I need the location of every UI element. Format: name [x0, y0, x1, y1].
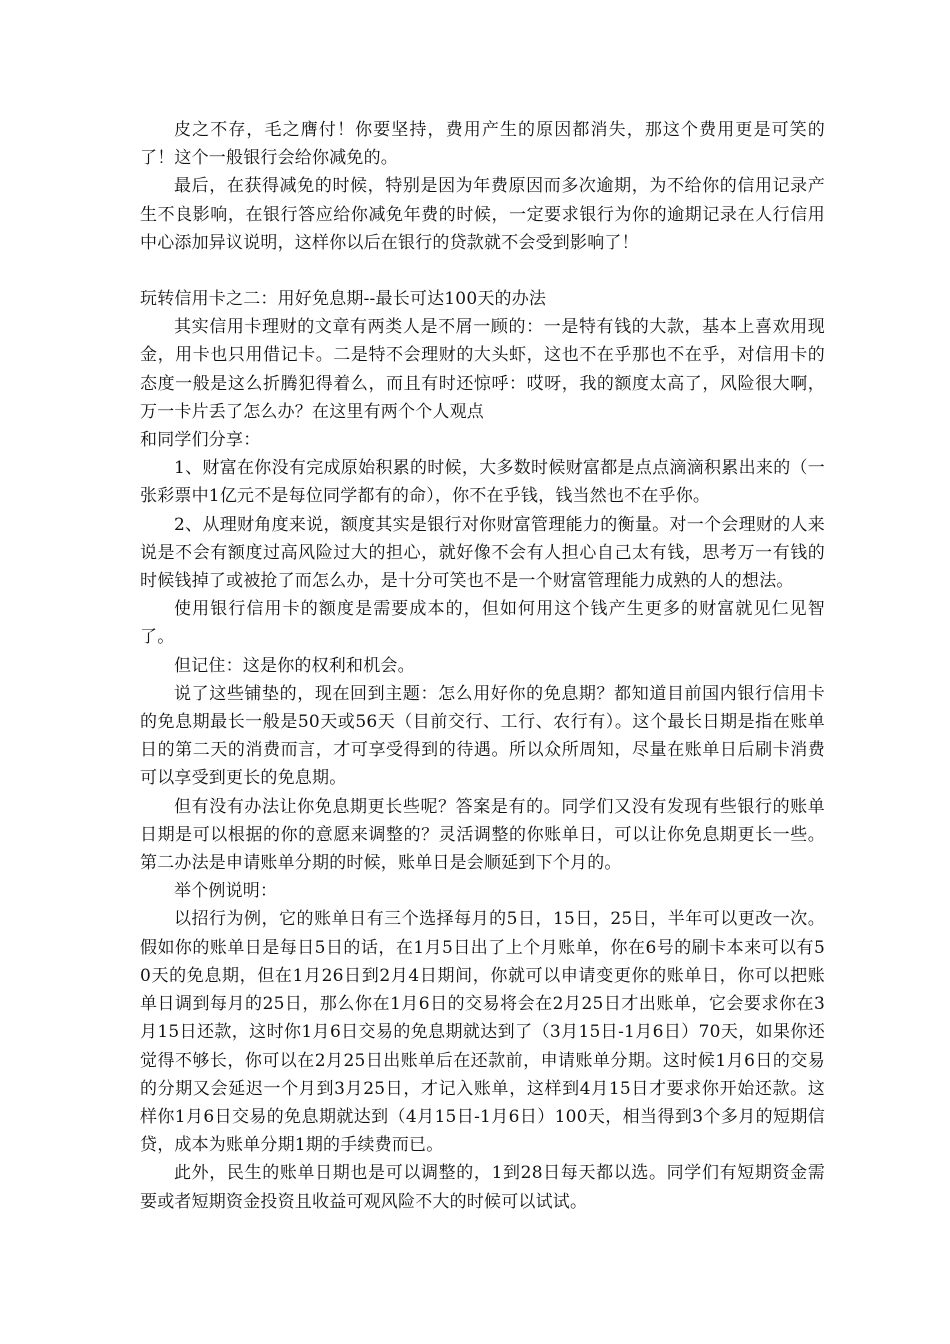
- paragraph: 此外，民生的账单日期也是可以调整的，1到28日每天都以选。同学们有短期资金需要或者短期资金投资且收益可观风险不大的时候可以试试。: [140, 1163, 825, 1212]
- paragraph: 最后，在获得减免的时候，特别是因为年费原因而多次逾期，为不给你的信用记录产生不良影响，在银行答应给你减免年费的时候，一定要求银行为你的逾期记录在人行信用中心添加异议说明，这样你以后在银行的贷款就不会受到影响了！: [140, 176, 825, 253]
- paragraph: 其实信用卡理财的文章有两类人是不屑一顾的：一是特有钱的大款，基本上喜欢用现金，用卡也只用借记卡。二是特不会理财的大头虾，这也不在乎那也不在乎，对信用卡的态度一般是这么折腾犯得着么，而且有时还惊呼：哎呀，我的额度太高了，风险很大啊，万一卡片丢了怎么办？在这里有两个个人观点: [140, 317, 825, 422]
- paragraph: 举个例说明：: [174, 881, 278, 902]
- paragraph: 1、财富在你没有完成原始积累的时候，大多数时候财富都是点点滴滴积累出来的（一张彩票中1亿元不是每位同学都有的命），你不在乎钱，钱当然也不在乎你。: [140, 458, 825, 507]
- blank-line: [140, 257, 825, 285]
- paragraph: 以招行为例，它的账单日有三个选择每月的5日，15日，25日，半年可以更改一次。假如你的账单日是每日5日的话，在1月5日出了上个月账单，你在6号的刷卡本来可以有50天的免息期，但在1月26日到2月4日期间，你就可以申请变更你的账单日，你可以把账单日调到每月的25日，那么你在1月6日的交易将会在2月25日才出账单，它会要求你在3月15日还款，这时你1月6日交易的免息期就达到了（3月15日-1月6日）70天，如果你还觉得不够长，你可以在2月25日出账单后在还款前，申请账单分期。这时候1月6日的交易的分期又会延迟一个月到3月25日，才记入账单，这样到4月15日才要求你开始还款。这样你1月6日交易的免息期就达到（4月15日-1月6日）100天，相当得到3个多月的短期信贷，成本为账单分期1期的手续费而已。: [140, 909, 825, 1156]
- document-body: [140, 116, 825, 1216]
- paragraph: 使用银行信用卡的额度是需要成本的，但如何用这个钱产生更多的财富就见仁见智了。: [140, 599, 825, 648]
- paragraph: 但记住：这是你的权利和机会。: [174, 655, 415, 676]
- paragraph: 说了这些铺垫的，现在回到主题：怎么用好你的免息期？都知道目前国内银行信用卡的免息期最长一般是50天或56天（目前交行、工行、农行有）。这个最长日期是指在账单日的第二天的消费而言，才可享受得到的待遇。所以众所周知，尽量在账单日后刷卡消费可以享受到更长的免息期。: [140, 683, 825, 789]
- paragraph: 皮之不存，毛之膺付！你要坚持，费用产生的原因都消失，那这个费用更是可笑的了！这个一般银行会给你减免的。: [140, 120, 825, 169]
- section-title: 玩转信用卡之二：用好免息期--最长可达100天的办法: [140, 289, 547, 310]
- paragraph: 和同学们分享：: [140, 430, 261, 451]
- paragraph: 2、从理财角度来说，额度其实是银行对你财富管理能力的衡量。对一个会理财的人来说是不会有额度过高风险过大的担心，就好像不会有人担心自己太有钱，思考万一有钱的时候钱掉了或被抢了而怎么办，是十分可笑也不是一个财富管理能力成熟的人的想法。: [140, 514, 825, 592]
- paragraph: 但有没有办法让你免息期更长些呢？答案是有的。同学们又没有发现有些银行的账单日期是可以根据的你的意愿来调整的？灵活调整的你账单日，可以让你免息期更长一些。第二办法是申请账单分期的时候，账单日是会顺延到下个月的。: [140, 796, 825, 874]
